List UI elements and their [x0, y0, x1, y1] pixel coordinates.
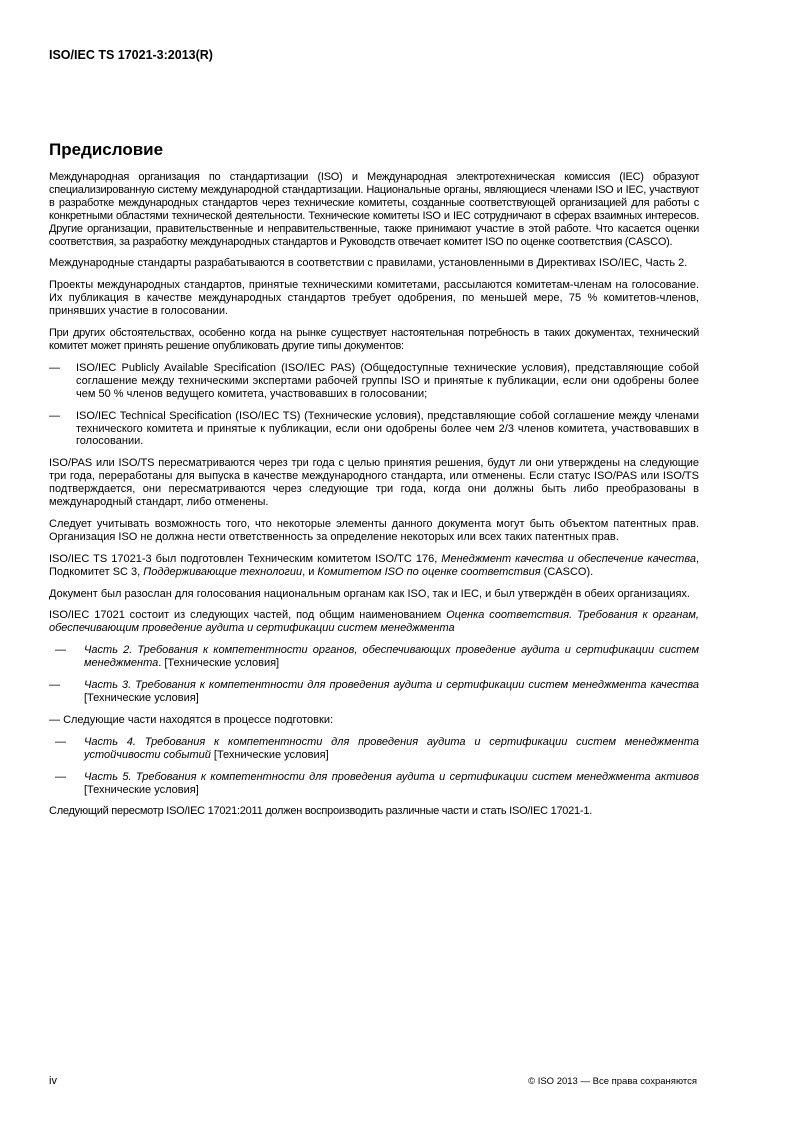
list-item-part3: — Часть 3. Требования к компетентности для проведения аудита и сертификации систем менеджмента качества [Технические условия]	[49, 679, 699, 704]
copyright-notice: © ISO 2013 — Все права сохраняются	[528, 1076, 697, 1087]
dash-marker: —	[49, 713, 60, 726]
paragraph-directives: Международные стандарты разрабатываются в соответствии с правилами, установленными в Директивах ISO/IEC, Часть 2.	[49, 257, 688, 270]
page-number: iv	[49, 1075, 57, 1087]
dash-marker: —	[55, 770, 66, 783]
list-item-part4: — Часть 4. Требования к компетентности для проведения аудита и сертификации систем менеджмента устойчивости событий [Технические условия]	[55, 735, 699, 761]
dash-marker: —	[49, 361, 60, 374]
paragraph-next-revision: Следующий пересмотр ISO/IEC 17021:2011 должен воспроизводить различные части и стать ISO/IEC 17021-1.	[49, 805, 592, 818]
paragraph-review: ISO/PAS или ISO/TS пересматриваются через три года с целью принятия решения, будут ли они утверждены на следующие три года, переработаны для выпуска в качестве международного стандарта, или отменены. Если статус ISO/PAS или ISO/TS подтверждается, они пересматриваются через следующие три года, когда они должны быть либо преобразованы в международный стандарт, либо отменены.	[49, 457, 699, 509]
paragraph-draft-standards: Проекты международных стандартов, принятые техническими комитетами, рассылаются комитетам-членам на голосование. Их публикация в качестве международных стандартов требует одобрения, по меньшей мере, 75 % комитетов-членов, принявших участие в голосовании.	[49, 279, 699, 318]
list-item-ts	[49, 410, 699, 449]
dash-marker: —	[55, 644, 66, 657]
section-title: Предисловие	[49, 140, 164, 159]
paragraph-in-preparation: — Следующие части находятся в процессе подготовки:	[49, 713, 334, 726]
paragraph-voting: Документ был разослан для голосования национальным органам как ISO, так и IEC, и был утверждён в обеих организациях.	[49, 587, 690, 600]
paragraph-intro: Международная организация по стандартизации (ISO) и Международная электротехническая комиссия (IEC) образуют специализированную систему международной стандартизации. Национальные органы, являющиеся членами ISO и IEC, участвуют в разработке международных стандартов через технические комитеты, созданные соответствующей организацией для работы с конкретными областями технической деятельности. Технические комитеты ISO и IEC сотрудничают в сферах взаимных интересов. Другие организации, правительственные и неправительственные, также принимают участие в этой работе. Что касается оценки соответствия, за разработку международных стандартов и Руководств отвечает комитет ISO по оценке соответствия (CASCO).	[49, 171, 699, 248]
list-item-pas	[49, 362, 699, 401]
document-id-header: ISO/IEC TS 17021-3:2013(R)	[49, 48, 213, 62]
dash-marker: —	[49, 679, 60, 692]
dash-marker: —	[49, 409, 60, 422]
list-item-text: ISO/IEC Publicly Available Specification (ISO/IEC PAS) (Общедоступные технические условия), представляющие собой соглашение между техническими экспертами рабочей группы ISO и принятые к публикации, если они одобрены более чем 50 % членов ведущего комитета, участвовавших в голосовании;	[76, 361, 699, 400]
paragraph-patents: Следует учитывать возможность того, что некоторые элементы данного документа могут быть объектом патентных прав. Организация ISO не должна нести ответственность за определение некоторых или всех таких патентных прав.	[49, 517, 699, 543]
paragraph-prepared-by: ISO/IEC TS 17021-3 был подготовлен Техническим комитетом ISO/TC 176, Менеджмент качества и обеспечение качества, Подкомитет SC 3, Поддерживающие технологии, и Комитетом ISO по оценке соответствия (CASCO).	[49, 552, 700, 578]
paragraph-other-documents: При других обстоятельствах, особенно когда на рынке существует настоятельная потребность в таких документах, технический комитет может принять решение опубликовать другие типы документов:	[49, 327, 699, 352]
list-item-text: ISO/IEC Technical Specification (ISO/IEC TS) (Технические условия), представляющие собой соглашение между членами технического комитета и принятые к публикации, если они одобрены более чем 2/3 членов комитета, участвовавших в голосовании.	[76, 409, 699, 448]
list-item-part5: — Часть 5. Требования к компетентности для проведения аудита и сертификации систем менеджмента активов [Технические условия]	[55, 770, 699, 796]
dash-marker: —	[55, 735, 66, 748]
foreword-section	[49, 140, 699, 827]
list-item-part2: — Часть 2. Требования к компетентности органов, обеспечивающих проведение аудита и сертификации систем менеджмента. [Технические условия]	[55, 644, 699, 670]
paragraph-parts-intro: ISO/IEC 17021 состоит из следующих частей, под общим наименованием Оценка соответствия. Требования к органам, обеспечивающим проведение аудита и сертификации систем менеджмента	[49, 609, 699, 635]
